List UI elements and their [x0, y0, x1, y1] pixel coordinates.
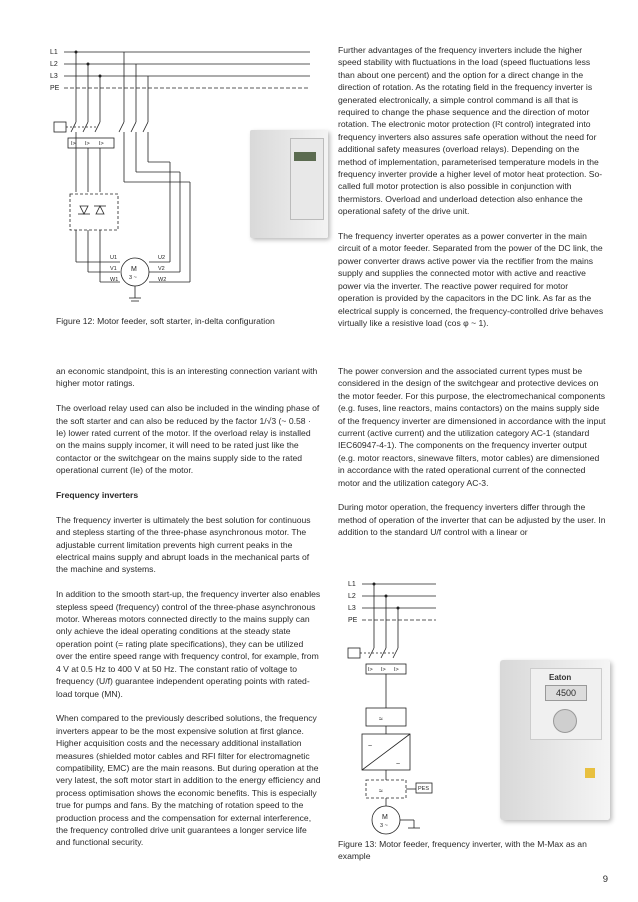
- svg-text:PES: PES: [418, 786, 430, 792]
- svg-text:I>: I>: [394, 667, 399, 673]
- svg-text:L1: L1: [348, 581, 356, 588]
- svg-text:M: M: [382, 814, 388, 821]
- left-column: [56, 365, 322, 861]
- breaker-symbol: [54, 122, 66, 132]
- svg-text:W2: W2: [158, 277, 167, 283]
- svg-text:≈: ≈: [379, 716, 383, 723]
- svg-text:L2: L2: [348, 593, 356, 600]
- figure-13-diagram: [346, 576, 446, 838]
- paragraph: The frequency inverter operates as a power converter in the main circuit of a motor feeder. Separated from the power of the DC link, the power converter draws active power via the rectifier from the mains supply and supplies the connected motor with active and reactive power via the inverter. The reactive power required for motor operation is provided by the capacitors in the DC link. As far as the electrical supply is concerned, the frequency-controlled drive behaves virtually like a resistive load (cos φ ~ 1).: [338, 231, 604, 328]
- soft-starter-box: [70, 194, 118, 230]
- label-pe: PE: [50, 85, 60, 92]
- label-l1: L1: [50, 49, 58, 56]
- inverter-photo-small: [250, 130, 328, 238]
- figure-12-caption: Figure 12: Motor feeder, soft starter, in-delta configuration: [56, 316, 275, 326]
- paragraph: When compared to the previously described solutions, the frequency inverters appear to be the most expensive solution at first glance. Higher acquisition costs and the necessary additional installation measures (shielded motor cables and RFI filter for electromagnetic compatibility, EMC) are the main reasons. But during operation at the very latest, the soft motor start in addition to the energy efficiency and process optimisation shows the economic benefits. This is especially true for pumps and fans. By the matching of rotation speed to the production process and the compensation for external interference, the frequency controlled drive unit guarantees a longer service life and functional security.: [56, 713, 321, 848]
- device-display: 4500: [545, 685, 587, 701]
- line-reactor: [366, 708, 406, 726]
- svg-text:L3: L3: [348, 605, 356, 612]
- paragraph: Further advantages of the frequency inverters include the higher speed stability with fluctuations in the load (speed fluctuations less than about one percent) and the option for a direct change in the direction of rotation. As the rotating field in the frequency inverter is generated electronically, a simple control command is all that is required to change the phase sequence and the direction of motor rotation. The electronic motor protection (I²t control) integrated into frequency inverters also assures safe operation without the need for additional safety measures (overload relays). Depending on the method of implementation, parameterised temperature models in the frequency inverter provide a higher level of motor heat protection. So-called full motor protection is also possible in conjunction with thermistors. Overload and underload detection also enhance the operational safety of the drive unit.: [338, 45, 603, 217]
- paragraph: an economic standpoint, this is an interesting connection variant with higher motor ratings.: [56, 366, 318, 389]
- inverter-photo-mmax: [500, 660, 610, 820]
- svg-text:~: ~: [396, 761, 401, 768]
- svg-text:U2: U2: [158, 255, 166, 261]
- paragraph: During motor operation, the frequency inverters differ through the method of operation of the inverter that can be adjusted by the user. In addition to the standard U/f control with a linear or: [338, 502, 606, 538]
- svg-text:V1: V1: [110, 266, 117, 272]
- paragraph: In addition to the smooth start-up, the frequency inverter also enables stepless speed (frequency) control of the three-phase asynchronous motor. Whereas motors connected directly to the mains supply can only achieve the ideal operating conditions at the steady state operation point (= rating plate specifications), they can be utilized over the entire speed range with frequency control, for example, from 4 V at 0.5 Hz to 400 V at 50 Hz. The constant ratio of voltage to frequency (U/f) guarantee independent operating points with rated-load torque (MN).: [56, 589, 321, 699]
- paragraph: The overload relay used can also be included in the winding phase of the soft starter and can also be reduced by the factor 1/√3 (~ 0.58 · Ie) lower rated current of the motor. If the overload relay is installed on the mains supply incomer, it will need to be rated just like the contactor or the switchgear on the mains supply side to the rated operational current (Ie) of the motor.: [56, 403, 320, 476]
- label-l2: L2: [50, 61, 58, 68]
- svg-text:I>: I>: [85, 141, 90, 147]
- svg-text:M: M: [131, 266, 137, 273]
- paragraph: The power conversion and the associated current types must be considered in the design of the switchgear and protective devices on the motor feeder. For this purpose, the electromechanical components (e.g. fuses, line reactors, mains contactors) on the mains supply side of the frequency inverter are dimensioned in accordance with the input current (active current) and the utilization category AC-1 (standard IEC60947-4-1). The components on the frequency inverter output (e.g. motor reactors, sinewave filters, motor cables) are dimensioned in accordance with the rated operational current of the connected motor and the utilization category AC-3.: [338, 366, 606, 488]
- svg-text:V2: V2: [158, 266, 165, 272]
- svg-text:3 ~: 3 ~: [380, 823, 388, 829]
- page-number: 9: [602, 874, 608, 885]
- svg-text:≈: ≈: [379, 788, 383, 795]
- svg-text:I>: I>: [368, 667, 373, 673]
- figure-13-caption: Figure 13: Motor feeder, frequency inverter, with the M-Max as an example: [338, 839, 587, 861]
- brand-label: Eaton: [549, 673, 572, 682]
- section-heading: Frequency inverters: [56, 490, 139, 501]
- svg-text:~: ~: [368, 743, 373, 750]
- svg-text:I>: I>: [99, 141, 104, 147]
- right-column-top: [338, 44, 606, 342]
- svg-text:U1: U1: [110, 255, 118, 261]
- svg-text:W1: W1: [110, 277, 119, 283]
- label-l3: L3: [50, 73, 58, 80]
- svg-text:I>: I>: [381, 667, 386, 673]
- paragraph: The frequency inverter is ultimately the best solution for continuous and stepless starting of the three-phase asynchronous motor. The adjustable current limitation prevents high current peaks in the electrical mains supply and abrupt loads in the mechanical parts of the machine and systems.: [56, 514, 311, 575]
- svg-text:I>: I>: [71, 141, 76, 147]
- right-column-bottom: [338, 365, 606, 551]
- svg-text:3 ~: 3 ~: [129, 275, 137, 281]
- svg-text:PE: PE: [348, 617, 358, 624]
